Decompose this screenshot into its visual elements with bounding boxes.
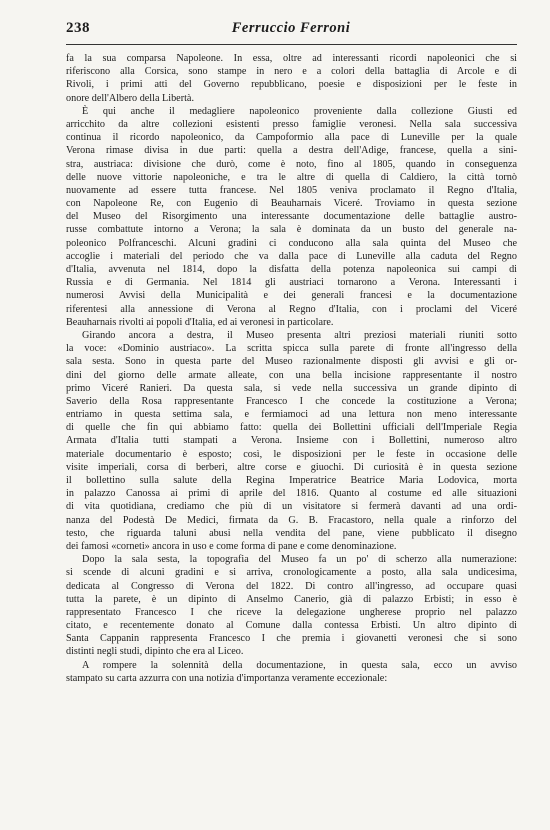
text-line: il bollettino sulla salute della Regina Imperatrice Beatrice Maria Lodovica, morta [66, 475, 517, 486]
body-text [66, 52, 517, 685]
text-line: dei famosi «corneti» ancora in uso e come forma di pane e come denominazione. [66, 540, 397, 552]
text-line: rappresentato Francesco I che riceve la delegazione ungherese proprio nel palazzo [66, 606, 517, 618]
text-line: È qui anche il medagliere napoleonico proveniente dalla collezione Giusti ed [82, 105, 517, 117]
text-line: entriamo in questa settima sala, e fermiamoci ad una lettura non meno interessante [66, 409, 517, 421]
text-line: testo, che riguarda taluni abusi nella vendita del pane, viene pubblicato il disegno [66, 527, 517, 539]
text-line: visite imperiali, corsa di berberi, altre corse e giuochi. Di curiosità è in questa sezione [66, 461, 517, 473]
text-line: continua il ricordo napoleonico, da Campoformio alla pace di Luneville per la quale [66, 132, 517, 144]
page-number: 238 [66, 20, 90, 36]
text-line: riferiscono alla Corsica, sono stampe in nero e a colori della battaglia di Arcole e di [66, 66, 517, 78]
text-line: Beauharnais rivolti ai popoli d'Italia, ed ai veronesi in particolare. [66, 316, 334, 328]
text-line: onore dell'Albero della Libertà. [66, 92, 194, 104]
text-line: si scende di alcuni gradini e si arriva, cronologicamente a posto, alla sala undicesima, [66, 567, 517, 579]
text-line: in palazzo Canossa ai primi di aprile del 1816. Quanto al costume ed alle situazioni [66, 488, 517, 500]
text-line: primo Viceré Ranieri. Da questa sala, si vede nella successiva un grande dipinto di [66, 382, 517, 394]
text-line: stra, austriaca: divisione che durò, come è noto, fino al 1805, quando in conseguenza [66, 158, 517, 170]
text-line: con Napoleone Re, con Eugenio di Beauharnais Viceré. Troviamo in questa sezione [66, 198, 517, 210]
text-line: accoglie i materiali del periodo che va dalla pace di Luneville alla caduta del Regno [66, 250, 517, 262]
text-line: di quelle che fin qui abbiamo fatto: quella dei Bollettini ufficiali dell'Imperiale Regia [66, 422, 517, 434]
text-line: Dopo la sala sesta, la topografia del Museo fa un po' di scherzo alla numerazione: [82, 554, 517, 566]
text-line: dedicata al Congresso di Verona del 1822. Di contro all'ingresso, ad occupare quasi [66, 580, 517, 592]
running-head: Ferruccio Ferroni [231, 20, 351, 36]
text-line: Santa Cappanin rappresenta Francesco I che premia i giovanetti veronesi che si sono [66, 633, 517, 645]
text-line: riferentesi alla annessione di Verona al Regno d'Italia, con i proclami del Viceré [66, 303, 517, 315]
text-line: numerosi Avvisi della Municipalità e dei generali francesi e la documentazione [66, 290, 517, 302]
text-line: arricchito da altre collezioni esistenti presso famiglie veronesi. Nella sala successiva [66, 118, 517, 130]
text-line: Saverio della Rosa rappresentante Francesco I che concede la costituzione a Verona; [66, 395, 517, 407]
text-line: fa la sua comparsa Napoleone. In essa, oltre ad interessanti ricordi napoleonici che si [66, 53, 517, 64]
text-line: delle nuove vittorie napoleoniche, e tra le altre di quella di Caldiero, la città tornò [66, 171, 517, 183]
text-line: tutta la parete, è un dipinto di Anselmo Canerio, già di palazzo Erbisti; in esso è [66, 593, 517, 605]
text-line: sala sesta. Sono in questa parte del Museo razionalmente disposti gli avvisi e gli or- [66, 356, 517, 368]
text-line: Girando ancora a destra, il Museo presenta altri preziosi materiali riuniti sotto [82, 329, 517, 341]
text-line: distinti negli studi, dipinto che era al Liceo. [66, 646, 244, 658]
text-line: Verona rimase divisa in due parti: quella a destra dell'Adige, francese, quella a sini- [66, 145, 517, 157]
text-line: Armata d'Italia tutti stampati a Verona. Insieme con i Bollettini, numeroso altro [66, 435, 517, 447]
text-line: Rivoli, i primi atti del Governo repubblicano, poesie e disposizioni per le feste in [66, 79, 517, 91]
text-line: nanza del Podestà De Medici, firmata da G. B. Fracastoro, nella quale a rinforzo del [66, 514, 517, 526]
text-line: citato, e recentemente donato al Comune dalla contessa Erbisti. Un altro dipinto di [66, 620, 517, 632]
text-line: di vita quotidiana, crediamo che più di un visitatore si fermerà davanti ad una ordi- [66, 501, 517, 513]
text-line: materiale documentario è esposto; così, le disposizioni per le feste in occasione delle [66, 448, 517, 460]
text-line: del Museo del Risorgimento una interessante documentazione delle battaglie austro- [66, 211, 517, 223]
text-line: poleonico Polfranceschi. Alcuni gradini ci conducono alla sala quinta del Museo che [66, 237, 517, 249]
text-line: d'Italia, avvenuta nel 1814, dopo la disfatta della potenza napoleonica sui campi di [66, 264, 517, 275]
text-line: dini del giorno delle armate alleate, con una bella incisione rappresentante il nostro [66, 369, 517, 381]
text-line: russe combattute intorno a Verona; la sala è dominata da un busto del generale na- [66, 224, 517, 236]
text-line: nuovamente ad essere tutta francese. Nel 1805 veniva proclamato il Regno d'Italia, [66, 184, 517, 196]
text-line: la voce: «Dominio austriaco». La scritta spicca sulla parete di fronte all'ingresso della [66, 343, 517, 355]
text-line: stampato su carta azzurra con una notizia d'importanza veramente eccezionale: [66, 672, 388, 684]
header-rule [66, 44, 517, 45]
page-header [66, 20, 516, 40]
text-line: Russia e di Germania. Nel 1814 gli austriaci tornarono a Verona. Interessanti i [66, 277, 517, 289]
text-line: A rompere la solennità della documentazione, in questa sala, ecco un avviso [82, 659, 517, 671]
